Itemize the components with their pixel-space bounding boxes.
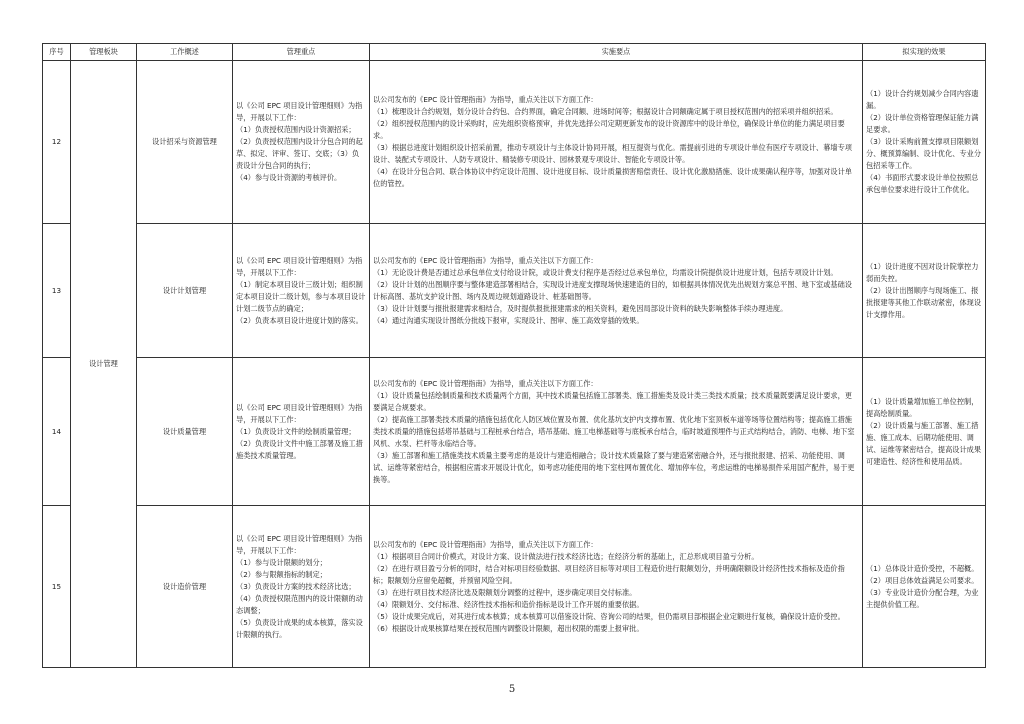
focus-line: 以《公司 EPC 项目设计管理细则》为指导，开展以下工作： (236, 533, 363, 555)
points-line: 以公司发布的《EPC 设计管理指南》为指导，重点关注以下方面工作： (373, 378, 598, 388)
focus-cell (233, 506, 370, 668)
effect-line: （2）设计单位资格管理保证能力满足要求。 (866, 113, 979, 134)
work-summary: 设计质量管理 (137, 358, 233, 506)
table-row (43, 61, 986, 224)
focus-line: （2）负责授权范围内设计分包合同的起草、拟定、评审、签订、交底；（3）负责设计分包合同的执行； (236, 137, 363, 170)
effect-line: （2）设计质量与施工部署、施工措施、施工成本、后期功能使用、调试、运维等紧密结合，提高设计成果可建造性、经济性和使用品质。 (866, 420, 982, 466)
effect-cell (863, 224, 986, 358)
effect-cell (863, 506, 986, 668)
effect-line: （4）书面形式要求设计单位按照总承包单位要求进行设计工作优化。 (866, 173, 979, 194)
focus-line: （5）负责设计成果的成本核算，落实设计限额的执行。 (236, 617, 363, 639)
focus-line: （4）参与设计资源的考核评价。 (236, 173, 342, 182)
points-line: （2）设计计划的出图顺序要与整体建造部署相结合，实现设计进度支撑现场快速建造的目的，如根据具体情况优先出规划方案总平图、地下室或基础设计标高图、基坑支护设计图、场内及周边规划道路设计、桩基础图等。 (373, 279, 852, 301)
focus-line: （3）负责设计方案的技术经济比选； (236, 581, 356, 591)
effect-cell (863, 358, 986, 506)
points-line: 以公司发布的《EPC 设计管理指南》为指导，重点关注以下方面工作： (373, 95, 598, 104)
header-work: 工作概述 (137, 44, 233, 61)
points-line: （3）在进行项目技术经济比选及限额划分调整的过程中，逐步确定项目交付标准。 (373, 587, 637, 597)
header-module: 管理板块 (71, 44, 137, 61)
row-number: 15 (43, 506, 71, 668)
table-row (43, 224, 986, 358)
points-line: （6）根据设计成果核算结果在授权范围内调整设计限额，超出权限的需要上报审批。 (373, 623, 644, 633)
header-points: 实施要点 (370, 44, 863, 61)
table-row (43, 358, 986, 506)
focus-line: （2）负责设计文件中施工部署及施工措施类技术质量管理。 (236, 438, 363, 460)
points-cell (370, 61, 863, 224)
header-seq: 序号 (43, 44, 71, 61)
header-effect: 拟实现的效果 (863, 44, 986, 61)
row-number: 12 (43, 61, 71, 224)
design-management-table (42, 43, 986, 668)
points-line: （4）在设计分包合同、联合体协议中约定设计范围、设计进度目标、设计质量损害赔偿责任、设计优化激励措施、设计成果确认程序等，加强对设计单位的管控。 (373, 167, 852, 188)
focus-cell (233, 61, 370, 224)
focus-line: （2）参与限额指标的制定； (236, 569, 327, 579)
effect-line: （1）设计质量增加施工单位控制，提高绘制质量。 (866, 396, 979, 418)
header-focus: 管理重点 (233, 44, 370, 61)
focus-line: 以《公司 EPC 项目设计管理细则》为指导，开展以下工作： (236, 101, 363, 122)
work-summary: 设计招采与资源管理 (137, 61, 233, 224)
points-line: （1）无论设计费是否通过总承包单位支付给设计院，或设计费支付程序是否经过总承包单位，均需设计院提供设计进度计划，包括专项设计计划。 (373, 267, 838, 277)
effect-line: （2）设计出图顺序与现场施工、报批报建等其他工作联动紧密，体现设计支撑作用。 (866, 285, 982, 319)
points-cell (370, 506, 863, 668)
points-line: （2）提高施工部署类技术质量的措施包括优化人防区域位置及布置、优化基坑支护内支撑布置、优化地下室顶板车道等场等位置结构等；提高施工措施类技术质量的措施包括塔吊基础与工程桩承台结合，塔吊基础、施工电梯基础等与底板承台结合，临时坡道预埋件与正式结构结合，消防、电梯、地下室风机、水泵、栏杆等永临结合等。 (373, 414, 855, 448)
effect-line: （1）总体设计造价受控，不超概。 (866, 563, 979, 573)
points-line: （1）梳理设计合约规划，划分设计合约包、合约界面，确定合同额、进场时间等；根据设计合同额确定属于项目授权范围内的招采项并组织招采。 (373, 107, 838, 116)
points-line: （1）设计质量包括绘制质量和技术质量两个方面，其中技术质量包括施工部署类、施工措施类及设计类三类技术质量；技术质量既要满足设计要求，更要满足合规要求。 (373, 390, 852, 412)
points-cell (370, 224, 863, 358)
effect-line: （3）专业设计造价分配合理，为业主提供价值工程。 (866, 587, 979, 609)
points-cell (370, 358, 863, 506)
effect-line: （2）项目总体效益满足公司要求。 (866, 575, 979, 585)
effect-line: （1）设计进度不因对设计院掌控力弱而失控。 (866, 261, 979, 283)
effect-cell (863, 61, 986, 224)
row-number: 13 (43, 224, 71, 358)
page-number: 5 (508, 684, 516, 695)
focus-line: （1）参与设计限额的划分； (236, 557, 327, 567)
points-line: （1）根据项目合同计价模式，对设计方案、设计做法进行技术经济比选；在经济分析的基础上，汇总形成项目盈亏分析。 (373, 551, 759, 561)
focus-line: （1）负责设计文件的绘制质量管理； (236, 426, 356, 436)
work-summary: 设计计划管理 (137, 224, 233, 358)
focus-line: 以《公司 EPC 项目设计管理细则》为指导，开展以下工作： (236, 255, 363, 277)
focus-line: （1）负责授权范围内设计资源招采； (236, 125, 356, 134)
points-line: （5）设计成果完成后，对其进行成本核算；成本核算可以借鉴设计院、咨询公司的结果，但仍需项目部根据企业定额进行复核，确保设计造价受控。 (373, 611, 845, 621)
points-line: （2）在进行项目盈亏分析的同时，结合对标项目经验数据、项目经济目标等对项目工程造价进行限额划分，并明确限额设计经济性技术指标及造价指标；限额划分应留免超概，并预留风险空间。 (373, 563, 845, 585)
points-line: 以公司发布的《EPC 设计管理指南》为指导，重点关注以下方面工作： (373, 539, 598, 549)
points-line: （3）设计计划要与报批报建需求相结合，及时提供报批报建需求的相关资料，避免因局部设计资料的缺失影响整体手续办理进度。 (373, 303, 788, 313)
points-line: （3）施工部署和施工措施类技术质量主要考虑的是设计与建造相融合；设计技术质量除了要与建造紧密融合外，还与报批报建、招采、功能使用、调试、运维等紧密结合，根据相应需求开展设计优化，如考虑功能使用的地下室柱网布置优化、增加停车位，考虑运维的电梯易损件采用国产配件，易于更换等。 (373, 450, 855, 484)
focus-line: （4）负责授权限范围内的设计限额的动态调整； (236, 593, 363, 615)
points-line: 以公司发布的《EPC 设计管理指南》为指导，重点关注以下方面工作： (373, 255, 598, 265)
table-row (43, 506, 986, 668)
effect-line: （1）设计合约规划减少合同内容遗漏。 (866, 89, 979, 110)
points-line: （2）组织授权范围内的设计采购时，应先组织资格预审，并优先选择公司定期更新发布的设计资源库中的设计单位，确保设计单位的能力满足项目要求。 (373, 119, 845, 140)
points-line: （3）根据总进度计划组织设计招采前置，推动专项设计与主体设计协同开展，相互提资与优化。需提前引进的专项设计单位有医疗专项设计、幕墙专项设计、装配式专项设计、人防专项设计、精装修专项设计、园林景观专项设计、智能化专项设计等。 (373, 143, 852, 164)
focus-line: （1）制定本项目设计三级计划；组织制定本项目设计二级计划，参与本项目设计计划二级节点的确定； (236, 279, 366, 313)
work-summary: 设计造价管理 (137, 506, 233, 668)
points-line: （4）通过沟通实现设计图纸分批线下报审，实现设计、图审、施工高效穿插的效果。 (373, 315, 644, 325)
focus-line: （2）负责本项目设计进度计划的落实。 (236, 315, 363, 325)
effect-line: （3）设计采购前置支撑项目限额划分、概预算编制、设计优化、专业分包招采等工作。 (866, 137, 982, 170)
table-header-row (43, 44, 986, 61)
row-number: 14 (43, 358, 71, 506)
points-line: （4）限额划分、交付标准、经济性技术指标和造价指标是设计工作开展的重要依据。 (373, 599, 644, 609)
focus-cell (233, 358, 370, 506)
focus-cell (233, 224, 370, 358)
module-cell: 设计管理 (71, 61, 137, 668)
focus-line: 以《公司 EPC 项目设计管理细则》为指导，开展以下工作： (236, 402, 363, 424)
